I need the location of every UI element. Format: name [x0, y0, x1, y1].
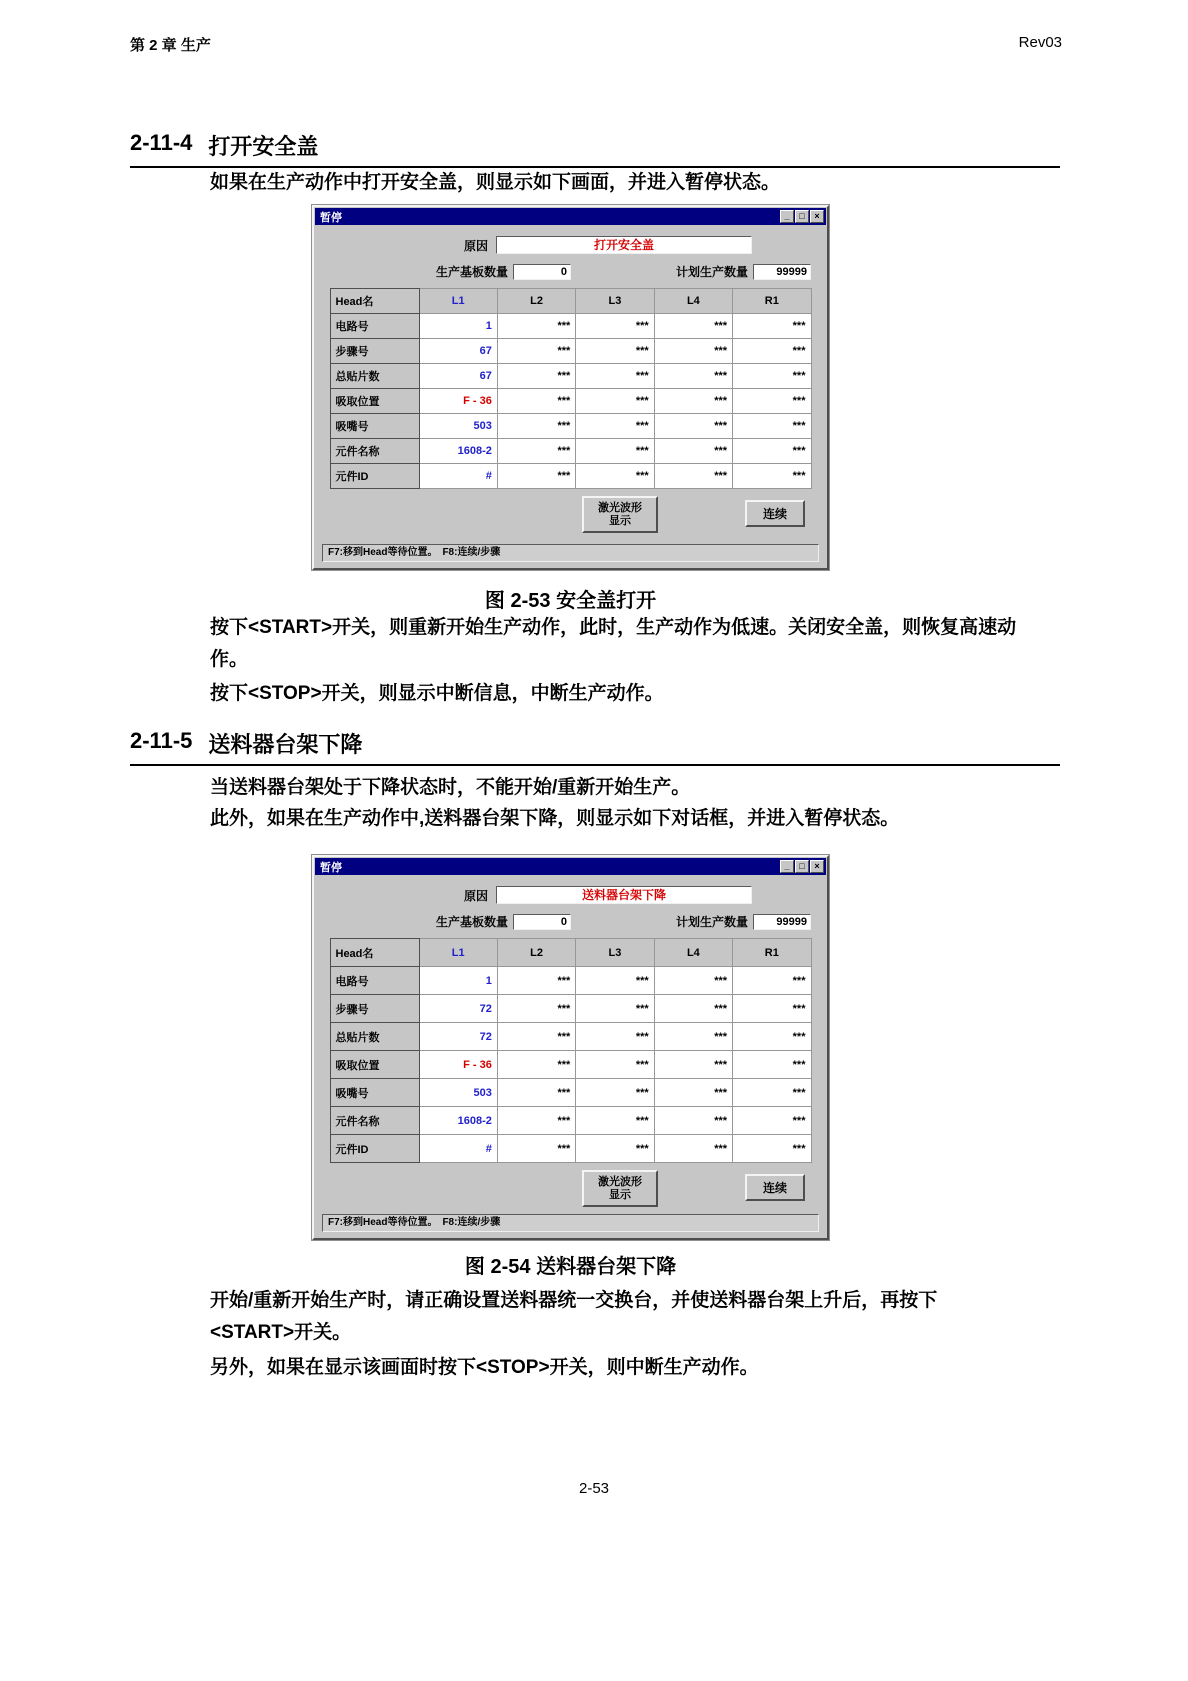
table-cell: ***: [497, 339, 575, 364]
table-cell: ***: [654, 364, 732, 389]
table-cell: ***: [576, 995, 654, 1023]
table-row: [330, 439, 811, 464]
table-row: [330, 364, 811, 389]
table-row: [330, 1079, 811, 1107]
section-number: 2-11-5: [130, 728, 193, 753]
table-cell: ***: [497, 1107, 575, 1135]
row-label: 吸嘴号: [330, 1079, 419, 1107]
laser-button-label-line1: 激光波形: [598, 501, 642, 514]
dialog-button-row: [314, 489, 827, 541]
produced-count-field[interactable]: 0: [513, 264, 571, 280]
table-cell: ***: [497, 464, 575, 489]
row-label: 吸取位置: [330, 389, 419, 414]
close-button-icon[interactable]: ×: [810, 210, 824, 223]
minimize-button-icon[interactable]: _: [780, 860, 794, 873]
produced-count-label: 生产基板数量: [436, 915, 509, 929]
planned-count-label: 计划生产数量: [675, 265, 748, 279]
table-cell: ***: [576, 967, 654, 995]
table-cell: ***: [733, 414, 811, 439]
row-label: 总贴片数: [330, 364, 419, 389]
table-cell: ***: [733, 1051, 811, 1079]
continue-button[interactable]: 连续: [745, 500, 805, 527]
table-cell: ***: [576, 339, 654, 364]
table-cell: ***: [733, 995, 811, 1023]
table-cell: ***: [733, 1079, 811, 1107]
section-title: 打开安全盖: [208, 134, 319, 159]
dialog-button-row: [314, 1163, 827, 1211]
body-paragraph: 当送料器台架处于下降状态时，不能开始/重新开始生产。: [210, 777, 691, 798]
table-cell: ***: [497, 1135, 575, 1163]
corner-header: Head名: [330, 939, 419, 967]
table-cell: ***: [497, 389, 575, 414]
table-cell: ***: [654, 339, 732, 364]
body-paragraph: 此外，如果在生产动作中,送料器台架下降，则显示如下对话框，并进入暂停状态。: [210, 808, 900, 829]
table-cell: 1: [419, 967, 497, 995]
dialog-title: 暂停: [320, 211, 342, 224]
table-cell: ***: [733, 967, 811, 995]
head-status-table: [330, 938, 812, 1163]
chapter-header: 第 2 章 生产: [130, 37, 211, 54]
table-cell: ***: [497, 995, 575, 1023]
table-cell: ***: [654, 967, 732, 995]
function-key-statusbar: F7:移到Head等待位置。 F8:连续/步骤: [322, 1214, 819, 1232]
table-row: [330, 339, 811, 364]
table-cell: 67: [419, 339, 497, 364]
table-row: [330, 464, 811, 489]
table-cell: ***: [497, 414, 575, 439]
table-row: [330, 1135, 811, 1163]
pause-dialog-feeder-table: [312, 855, 829, 1240]
table-cell: ***: [733, 1023, 811, 1051]
table-cell: #: [419, 1135, 497, 1163]
table-cell: ***: [576, 1107, 654, 1135]
row-label: 元件名称: [330, 439, 419, 464]
table-cell: ***: [654, 464, 732, 489]
function-key-statusbar: F7:移到Head等待位置。 F8:连续/步骤: [322, 544, 819, 562]
table-cell: ***: [654, 1079, 732, 1107]
table-cell: 72: [419, 1023, 497, 1051]
table-cell: ***: [733, 389, 811, 414]
table-cell: ***: [576, 414, 654, 439]
table-row: [330, 995, 811, 1023]
laser-waveform-display-button[interactable]: [582, 1170, 658, 1207]
table-cell: 72: [419, 995, 497, 1023]
revision-label: Rev03: [1018, 34, 1062, 51]
column-header: R1: [733, 289, 811, 314]
section-heading-2-11-5: [130, 728, 1060, 766]
maximize-button-icon[interactable]: □: [795, 210, 809, 223]
table-cell: ***: [654, 1107, 732, 1135]
row-label: 电路号: [330, 314, 419, 339]
table-cell: ***: [654, 1135, 732, 1163]
table-row: [330, 967, 811, 995]
table-cell: ***: [576, 1079, 654, 1107]
table-cell: ***: [576, 1051, 654, 1079]
reason-label: 原因: [464, 238, 489, 253]
table-cell: ***: [576, 314, 654, 339]
produced-count-field[interactable]: 0: [513, 914, 571, 930]
maximize-button-icon[interactable]: □: [795, 860, 809, 873]
column-header: L2: [497, 939, 575, 967]
planned-count-field[interactable]: 99999: [753, 914, 811, 930]
table-cell: #: [419, 464, 497, 489]
table-cell: ***: [497, 967, 575, 995]
reason-field[interactable]: 送料器台架下降: [496, 886, 752, 904]
table-cell: ***: [497, 1051, 575, 1079]
table-cell: ***: [576, 464, 654, 489]
table-cell: 67: [419, 364, 497, 389]
row-label: 总贴片数: [330, 1023, 419, 1051]
table-cell: F - 36: [419, 1051, 497, 1079]
column-header: L3: [576, 939, 654, 967]
table-cell: ***: [733, 1135, 811, 1163]
laser-button-label-line1: 激光波形: [598, 1175, 642, 1188]
table-cell: 1: [419, 314, 497, 339]
table-cell: ***: [576, 389, 654, 414]
row-label: 步骤号: [330, 339, 419, 364]
table-row: [330, 1051, 811, 1079]
table-row: [330, 1107, 811, 1135]
row-label: 元件ID: [330, 464, 419, 489]
section-number: 2-11-4: [130, 130, 193, 155]
body-paragraph: 按下<STOP>开关，则显示中断信息，中断生产动作。: [210, 683, 664, 704]
laser-button-label-line2: 显示: [609, 514, 631, 527]
row-label: 元件ID: [330, 1135, 419, 1163]
table-cell: ***: [497, 314, 575, 339]
column-header: L1: [419, 939, 497, 967]
section-heading-2-11-4: [130, 130, 1060, 168]
table-cell: ***: [654, 389, 732, 414]
table-cell: ***: [576, 364, 654, 389]
body-paragraph: 另外，如果在显示该画面时按下<STOP>开关，则中断生产动作。: [210, 1357, 759, 1378]
table-row: [330, 414, 811, 439]
planned-count-field[interactable]: 99999: [753, 264, 811, 280]
close-button-icon[interactable]: ×: [810, 860, 824, 873]
table-cell: 1608-2: [419, 439, 497, 464]
head-status-table: [330, 288, 812, 489]
table-cell: ***: [654, 439, 732, 464]
column-header: L2: [497, 289, 575, 314]
table-cell: 1608-2: [419, 1107, 497, 1135]
row-label: 电路号: [330, 967, 419, 995]
table-cell: ***: [497, 439, 575, 464]
row-label: 吸取位置: [330, 1051, 419, 1079]
table-cell: ***: [654, 995, 732, 1023]
column-header: R1: [733, 939, 811, 967]
column-header: L1: [419, 289, 497, 314]
table-cell: ***: [576, 439, 654, 464]
table-cell: ***: [654, 1023, 732, 1051]
laser-waveform-display-button[interactable]: [582, 496, 658, 533]
table-cell: ***: [733, 439, 811, 464]
table-cell: ***: [733, 364, 811, 389]
table-cell: ***: [733, 314, 811, 339]
table-cell: ***: [497, 1023, 575, 1051]
table-cell: ***: [733, 339, 811, 364]
body-paragraph: 如果在生产动作中打开安全盖，则显示如下画面，并进入暂停状态。: [210, 172, 781, 193]
table-cell: ***: [576, 1135, 654, 1163]
table-cell: F - 36: [419, 389, 497, 414]
column-header: L4: [654, 939, 732, 967]
produced-count-label: 生产基板数量: [436, 265, 509, 279]
dialog-titlebar[interactable]: [315, 208, 826, 225]
table-cell: ***: [654, 414, 732, 439]
column-header: L4: [654, 289, 732, 314]
table-cell: ***: [654, 1051, 732, 1079]
table-cell: ***: [733, 1107, 811, 1135]
figure-caption-2-54: 图 2-54 送料器台架下降: [464, 1256, 677, 1278]
header-row: [330, 289, 811, 314]
corner-header: Head名: [330, 289, 419, 314]
planned-count-label: 计划生产数量: [675, 915, 748, 929]
dialog-titlebar[interactable]: [315, 858, 826, 875]
page-number: 2-53: [578, 1480, 610, 1497]
table-cell: 503: [419, 414, 497, 439]
table-row: [330, 314, 811, 339]
table-cell: ***: [576, 1023, 654, 1051]
body-paragraph: 按下<START>开关，则重新开始生产动作，此时，生产动作为低速。关闭安全盖，则恢复高速动作。: [210, 617, 1017, 670]
table-row: [330, 1023, 811, 1051]
table-cell: ***: [497, 1079, 575, 1107]
row-label: 元件名称: [330, 1107, 419, 1135]
reason-field[interactable]: 打开安全盖: [496, 236, 752, 254]
continue-button[interactable]: 连续: [745, 1174, 805, 1201]
figure-caption-2-53: 图 2-53 安全盖打开: [484, 590, 657, 612]
column-header: L3: [576, 289, 654, 314]
pause-dialog-safety-cover: [312, 205, 829, 570]
laser-button-label-line2: 显示: [609, 1188, 631, 1201]
reason-label: 原因: [464, 888, 489, 903]
row-label: 步骤号: [330, 995, 419, 1023]
table-cell: ***: [733, 464, 811, 489]
body-paragraph: 开始/重新开始生产时，请正确设置送料器统一交换台，并使送料器台架上升后，再按下<START>开关。: [210, 1290, 938, 1343]
table-cell: ***: [654, 314, 732, 339]
table-cell: 503: [419, 1079, 497, 1107]
dialog-title: 暂停: [320, 861, 342, 874]
table-cell: ***: [497, 364, 575, 389]
table-row: [330, 389, 811, 414]
minimize-button-icon[interactable]: _: [780, 210, 794, 223]
row-label: 吸嘴号: [330, 414, 419, 439]
section-title: 送料器台架下降: [208, 732, 363, 757]
header-row: [330, 939, 811, 967]
